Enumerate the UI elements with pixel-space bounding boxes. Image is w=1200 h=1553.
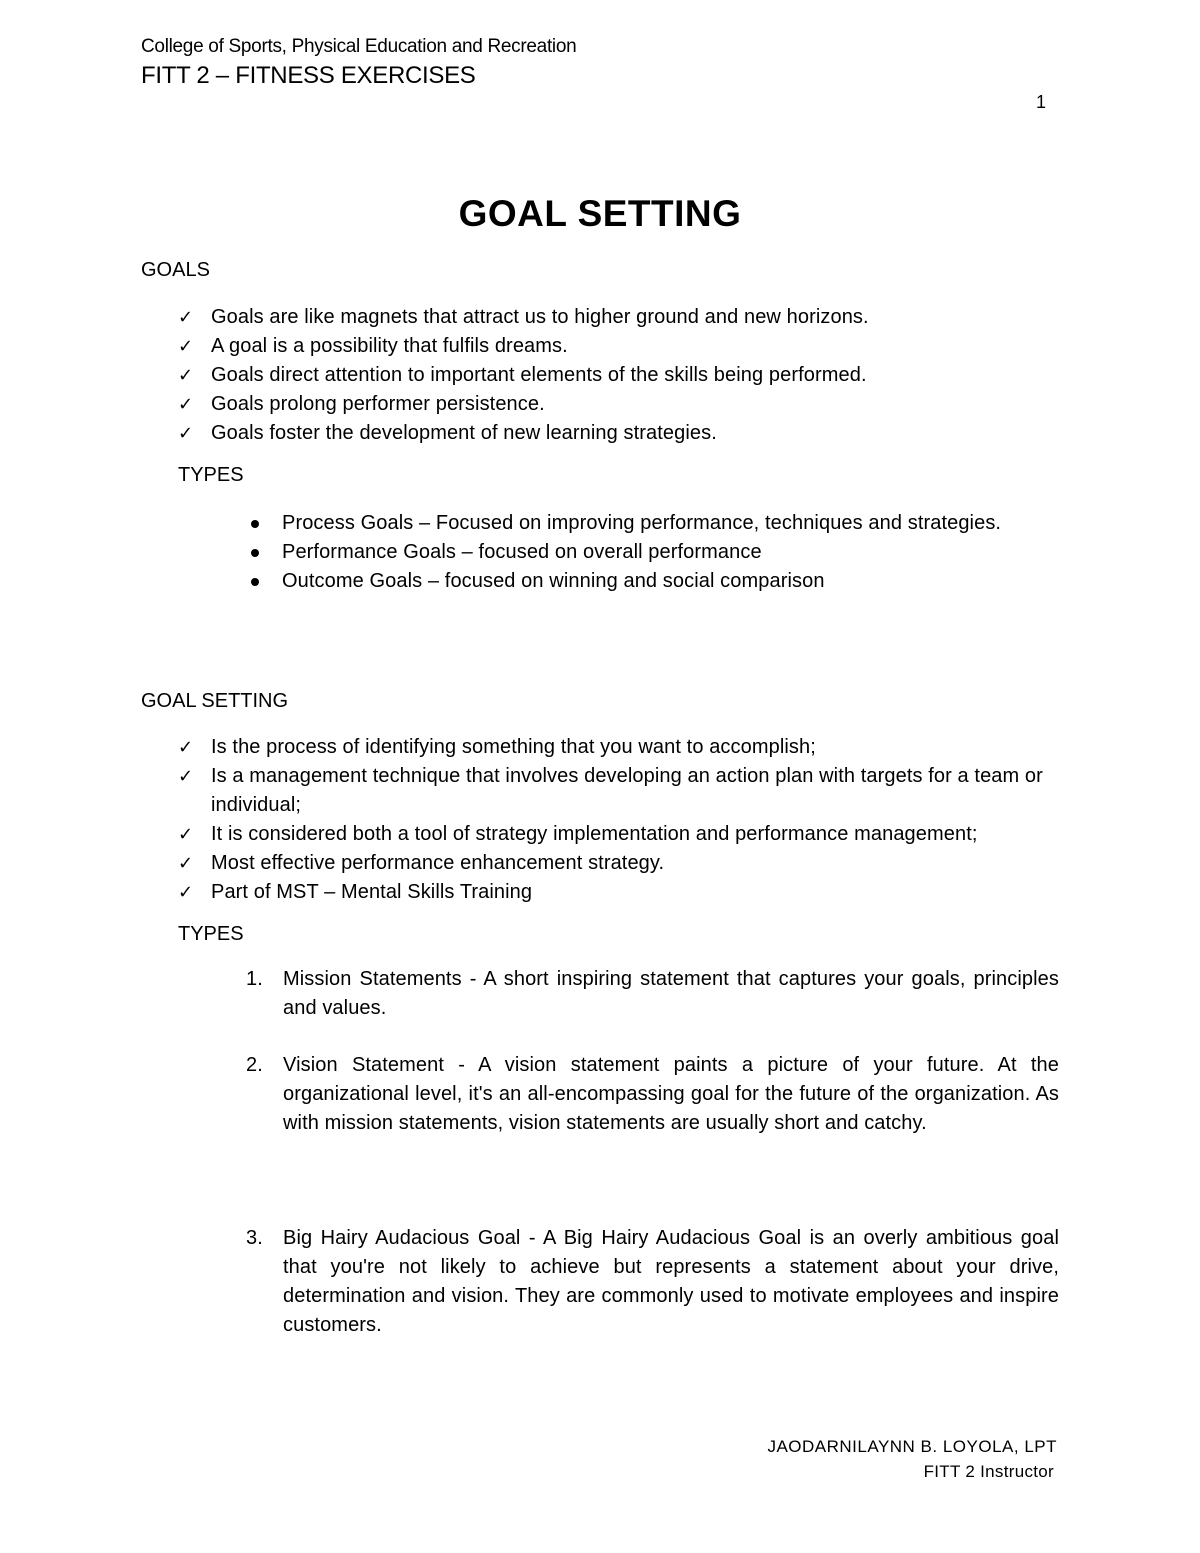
bullet-icon xyxy=(251,520,259,528)
goals-heading: GOALS xyxy=(141,259,210,281)
college-name: College of Sports, Physical Education and Recreation xyxy=(141,36,577,57)
goal-types-list xyxy=(246,509,1036,596)
course-title: FITT 2 – FITNESS EXERCISES xyxy=(141,62,476,89)
goal-setting-list xyxy=(178,733,1068,907)
list-item-text: It is considered both a tool of strategy implementation and performance management; xyxy=(211,823,978,845)
list-item-text: Vision Statement - A vision statement paints a picture of your future. At the organizational level, it's an all-encompassing goal for the future of the organization. As with mission statements, vision statements are usually short and catchy. xyxy=(283,1054,1059,1134)
checkmark-icon: ✓ xyxy=(178,737,194,758)
checkmark-icon: ✓ xyxy=(178,365,194,386)
list-item xyxy=(178,390,1068,419)
goal-setting-heading: GOAL SETTING xyxy=(141,690,289,712)
list-item-text: Mission Statements - A short inspiring statement that captures your goals, principles and values. xyxy=(283,968,1059,1019)
list-item-text: Process Goals – Focused on improving performance, techniques and strategies. xyxy=(282,512,1002,534)
list-item-text: A goal is a possibility that fulfils dreams. xyxy=(211,335,568,357)
list-item-text: Most effective performance enhancement strategy. xyxy=(211,852,665,874)
list-item-text: Outcome Goals – focused on winning and social comparison xyxy=(282,570,825,592)
page-number: 1 xyxy=(1036,92,1047,112)
checkmark-icon: ✓ xyxy=(178,307,194,328)
list-item xyxy=(178,849,1068,878)
item-number: 3. xyxy=(246,1227,263,1249)
list-item xyxy=(246,1051,1059,1138)
item-number: 1. xyxy=(246,968,263,990)
goals-list xyxy=(178,303,1068,448)
list-item-text: Is a management technique that involves developing an action plan with targets for a team or individual; xyxy=(211,765,1043,816)
bullet-icon xyxy=(251,578,259,586)
checkmark-icon: ✓ xyxy=(178,394,194,415)
instructor-name: JAODARNILAYNN B. LOYOLA, LPT xyxy=(767,1437,1057,1456)
list-item-text: Is the process of identifying something that you want to accomplish; xyxy=(211,736,816,758)
list-item xyxy=(178,303,1068,332)
page-title: GOAL SETTING xyxy=(458,193,742,234)
list-item-text: Goals direct attention to important elements of the skills being performed. xyxy=(211,364,867,386)
goal-types-heading: TYPES xyxy=(178,464,244,486)
list-item-text: Goals are like magnets that attract us to higher ground and new horizons. xyxy=(211,306,869,328)
checkmark-icon: ✓ xyxy=(178,336,194,357)
list-item xyxy=(178,820,1068,849)
list-item xyxy=(178,733,1068,762)
goal-setting-types-list xyxy=(246,1224,1059,1340)
list-item xyxy=(246,1224,1059,1340)
instructor-role: FITT 2 Instructor xyxy=(923,1462,1054,1481)
list-item-text: Goals foster the development of new learning strategies. xyxy=(211,422,717,444)
list-item xyxy=(246,567,1036,596)
bullet-icon xyxy=(251,549,259,557)
checkmark-icon: ✓ xyxy=(178,766,194,787)
list-item xyxy=(178,419,1068,448)
list-item-text: Part of MST – Mental Skills Training xyxy=(211,881,533,903)
checkmark-icon: ✓ xyxy=(178,882,194,903)
list-item-text: Performance Goals – focused on overall performance xyxy=(282,541,762,563)
item-number: 2. xyxy=(246,1054,263,1076)
list-item xyxy=(178,762,1068,820)
goal-setting-types-heading: TYPES xyxy=(178,923,244,945)
list-item xyxy=(178,332,1068,361)
list-item xyxy=(178,361,1068,390)
list-item-text: Goals prolong performer persistence. xyxy=(211,393,545,415)
checkmark-icon: ✓ xyxy=(178,853,194,874)
goal-setting-types-list xyxy=(246,965,1059,1023)
list-item xyxy=(246,538,1036,567)
list-item-text: Big Hairy Audacious Goal - A Big Hairy Audacious Goal is an overly ambitious goal that you're not likely to achieve but represents a statement about your drive, determination and vision. They are commonly used to motivate employees and inspire customers. xyxy=(283,1227,1059,1336)
list-item xyxy=(246,965,1059,1023)
list-item xyxy=(246,509,1036,538)
checkmark-icon: ✓ xyxy=(178,824,194,845)
list-item xyxy=(178,878,1068,907)
checkmark-icon: ✓ xyxy=(178,423,194,444)
goal-setting-types-list xyxy=(246,1051,1059,1138)
